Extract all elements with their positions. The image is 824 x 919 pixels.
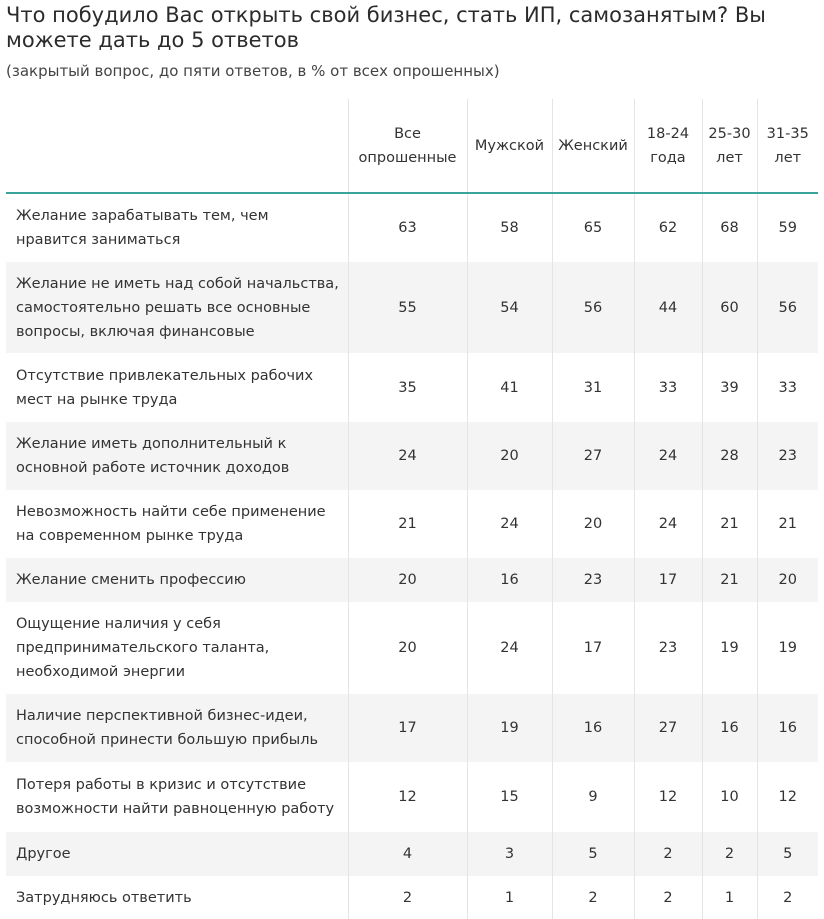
row-label: Желание зарабатывать тем, чем нравится заниматься	[16, 208, 269, 248]
cell-age-31-35: 56	[757, 262, 818, 353]
cell-female: 27	[552, 422, 634, 490]
cell-female: 20	[552, 490, 634, 558]
cell-age-31-35: 59	[757, 193, 818, 262]
cell-female: 16	[552, 694, 634, 762]
column-header-age-25-30: 25-30 лет	[702, 99, 757, 193]
cell-age-18-24: 2	[634, 876, 702, 919]
cell-age-25-30: 10	[702, 762, 757, 832]
column-header-all: Все опрошенные	[348, 99, 467, 193]
cell-age-18-24: 44	[634, 262, 702, 353]
cell-male: 54	[467, 262, 552, 353]
cell-female: 9	[552, 762, 634, 832]
row-label: Другое	[6, 832, 348, 876]
cell-male: 3	[467, 832, 552, 876]
cell-age-25-30: 21	[702, 558, 757, 602]
cell-age-18-24: 24	[634, 422, 702, 490]
cell-male: 1	[467, 876, 552, 919]
row-label: Отсутствие привлекательных рабочих мест на рынке труда	[16, 367, 314, 408]
cell-male: 15	[467, 762, 552, 832]
cell-age-18-24: 24	[634, 490, 702, 558]
cell-age-25-30: 60	[702, 262, 757, 353]
column-header-question	[6, 99, 348, 193]
cell-age-18-24: 27	[634, 694, 702, 762]
page-title: Что побудило Вас открыть свой бизнес, стать ИП, самозанятым? Вы можете дать до 5 ответов	[6, 3, 766, 52]
cell-male: 24	[467, 602, 552, 694]
cell-female: 2	[552, 876, 634, 919]
cell-age-25-30: 19	[702, 602, 757, 694]
row-label: Наличие перспективной бизнес-идеи, способной принести большую прибыль	[6, 694, 348, 762]
cell-age-31-35: 19	[757, 602, 818, 694]
table-row	[6, 832, 818, 876]
cell-male: 24	[467, 490, 552, 558]
cell-age-25-30: 16	[702, 694, 757, 762]
cell-all: 12	[348, 762, 467, 832]
cell-age-31-35: 12	[757, 762, 818, 832]
cell-age-25-30: 2	[702, 832, 757, 876]
cell-age-18-24: 2	[634, 832, 702, 876]
cell-age-31-35: 2	[757, 876, 818, 919]
table-row	[6, 558, 818, 602]
cell-male: 20	[467, 422, 552, 490]
cell-all: 20	[348, 602, 467, 694]
table-row	[6, 602, 818, 694]
cell-age-31-35: 33	[757, 353, 818, 422]
column-header-male: Мужской	[467, 99, 552, 193]
cell-male: 58	[467, 193, 552, 262]
cell-age-18-24: 62	[634, 193, 702, 262]
cell-age-18-24: 23	[634, 602, 702, 694]
column-header-age-31-35: 31-35 лет	[757, 99, 818, 193]
cell-age-25-30: 21	[702, 490, 757, 558]
column-header-age-18-24: 18-24 года	[634, 99, 702, 193]
cell-age-18-24: 17	[634, 558, 702, 602]
row-label: Невозможность найти себе применение на современном рынке труда	[16, 504, 326, 544]
table-row	[6, 262, 818, 353]
table-row	[6, 490, 818, 558]
cell-all: 17	[348, 694, 467, 762]
cell-age-25-30: 68	[702, 193, 757, 262]
cell-all: 21	[348, 490, 467, 558]
cell-age-31-35: 16	[757, 694, 818, 762]
table-row	[6, 876, 818, 919]
cell-age-31-35: 5	[757, 832, 818, 876]
cell-age-25-30: 39	[702, 353, 757, 422]
cell-female: 23	[552, 558, 634, 602]
cell-age-25-30: 28	[702, 422, 757, 490]
cell-age-31-35: 21	[757, 490, 818, 558]
row-label: Ощущение наличия у себя предпринимательского таланта, необходимой энергии	[16, 616, 270, 680]
row-label: Желание сменить профессию	[6, 558, 348, 602]
cell-all: 4	[348, 832, 467, 876]
cell-age-31-35: 23	[757, 422, 818, 490]
column-header-female: Женский	[552, 99, 634, 193]
table-header-row	[6, 99, 818, 193]
cell-female: 65	[552, 193, 634, 262]
table-row	[6, 193, 818, 262]
cell-all: 20	[348, 558, 467, 602]
cell-male: 41	[467, 353, 552, 422]
cell-male: 19	[467, 694, 552, 762]
cell-female: 56	[552, 262, 634, 353]
row-label: Желание иметь дополнительный к основной работе источник доходов	[6, 422, 348, 490]
cell-female: 5	[552, 832, 634, 876]
table-row	[6, 422, 818, 490]
cell-age-31-35: 20	[757, 558, 818, 602]
cell-all: 63	[348, 193, 467, 262]
row-label: Желание не иметь над собой начальства, самостоятельно решать все основные вопросы, включая финансовые	[6, 262, 348, 353]
cell-all: 55	[348, 262, 467, 353]
survey-table	[6, 99, 818, 919]
cell-female: 17	[552, 602, 634, 694]
cell-all: 35	[348, 353, 467, 422]
cell-all: 24	[348, 422, 467, 490]
cell-age-25-30: 1	[702, 876, 757, 919]
cell-male: 16	[467, 558, 552, 602]
table-row	[6, 353, 818, 422]
page-subtitle: (закрытый вопрос, до пяти ответов, в % от всех опрошенных)	[6, 62, 500, 80]
cell-all: 2	[348, 876, 467, 919]
row-label: Затрудняюсь ответить	[16, 889, 192, 906]
table-row	[6, 694, 818, 762]
cell-age-18-24: 12	[634, 762, 702, 832]
cell-age-18-24: 33	[634, 353, 702, 422]
row-label: Потеря работы в кризис и отсутствие возможности найти равноценную работу	[16, 777, 335, 817]
cell-female: 31	[552, 353, 634, 422]
table-row	[6, 762, 818, 832]
